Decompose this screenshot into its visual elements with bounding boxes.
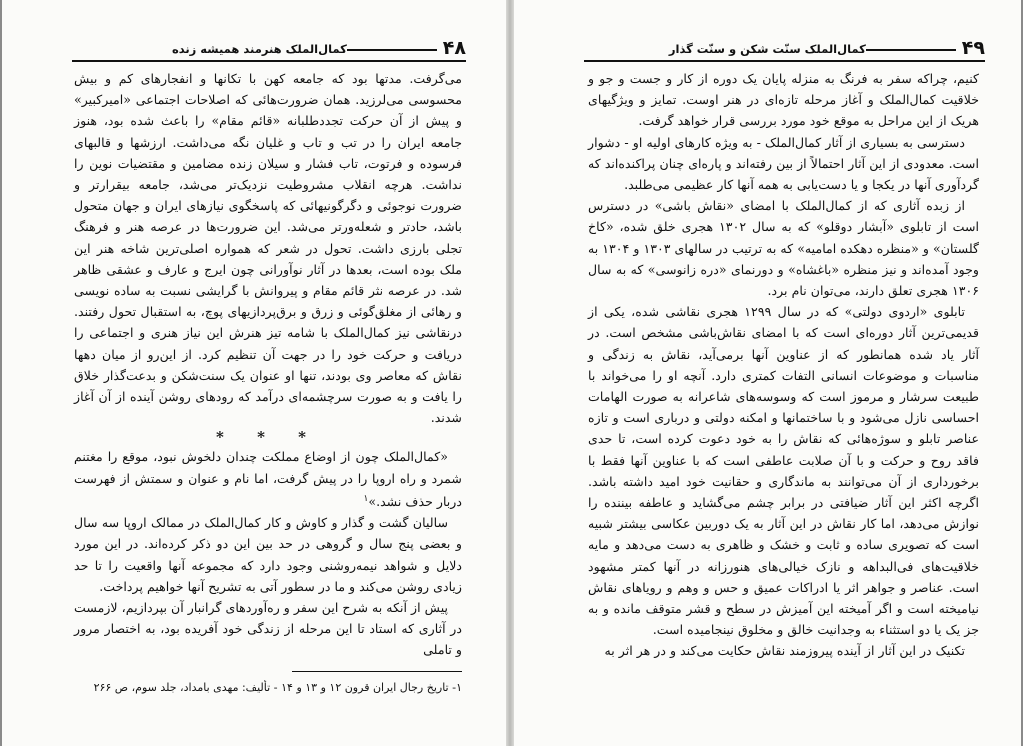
running-head [584,30,985,58]
paragraph: می‌گرفت. مدتها بود که جامعه کهن با تکانها و انفجارهای کم و بیش محسوسی می‌لرزید. همان ضرورت‌هائی که اصلاحات اجتماعی «امیرکبیر» و پیش از آن حرکت تجددطلبانه «قائم مقام» را باعث شده بود، هنوز جامعه ایران را در تب و تاب و غلیان نگه می‌داشت. ارزشها و قالبهای فرسوده و فرتوت، تاب فشار و سیلان زنده مضامین و مقتضیات نوین را نداشت. هرچه انقلاب مشروطیت نزدیک‌تر می‌شد، جامعه بیقرارتر و ضرورت نوجوئی و دگرگونیهائی که پاسخگوی نیازهای ایران و جهان متحول باشد، حادتر و شعله‌ورتر می‌شد. این ضرورت‌ها در عرصه هنر و فرهنگ تجلی بارزی داشت. تحول در شعر که همواره اصلی‌ترین شاخه هنر این ملک بوده است، بعدها در آثار نوآورانی چون ایرج و عارف و عشقی ظاهر شد. در عرصه نثر قائم مقام و پیروانش با گرایشی نسبت به ساده نویسی و رهائی از مغلق‌گوئی و زرق و برق‌پردازیهای پوچ، به استقبال تحول رفتند. درنقاشی نیز کمال‌الملک با شامه تیز هنرش این نیاز هنری و اجتماعی را دریافت و حرکت خود را در جهت آن تنظیم کرد. از این‌رو از میان دهها نقاش که معاصر وی بودند، تنها او عنوان یک سنت‌شکن و بدعت‌گذار خلاق را یافت و به صورت سرچشمه‌ای درآمد که رودهای روشن آینده از آن آغاز شدند. [74,71,462,426]
running-head [72,30,466,58]
paragraph: تابلوی «اردوی دولتی» که در سال ۱۲۹۹ هجری نقاشی شده، یکی از قدیمی‌ترین آثار دوره‌ای است که با امضای نقاش‌باشی مشخص است. در آثار یاد شده همانطور که از عناوین آنها برمی‌آید، نقاش به زندگی و مناسبات و موضوعات انسانی التفات کمتری دارد. آنچه او را می‌خواند با طبیعت سرشار و مرموز است که وسوسه‌های شاعرانه به صورت الهامات احساسی نازل می‌شود و با ساختمانها و امکنه دولتی و درباری است و تازه عناصر تابلو و سوژه‌هائی که نقاش را به خود دعوت کرده است، تا حدی فاقد روح و حرکت و با آن صلابت عاطفی است که با عناوین آنها فقط با برخورداری از آن می‌توانند به ماندگاری و حقانیت خود امید داشته باشد. اگرچه اکثر این آثار ضیافتی در برابر چشم می‌گشاید و عاطفه بیننده را نوازش می‌دهد، اما کار نقاش در این آثار به یک دوربین عکاسی بیشتر شبیه است که تصویری ساده و ثابت و خشک و ظاهری به دست می‌دهد و مایه خلاقیت‌های فی‌البداهه و نازک خیالی‌های هنورزانه در آنها کمتر مشهود است. عناصر و جواهر اثر یا ادراکات عمیق و حس و وهم و رویاهای نقاش نیامیخته است و اگر آمیخته این آمیزش در سطح و قشر متوقف مانده و به جز یک یا دو استثناء به وجدانیت خالق و مخلوق نینجامیده است. [588,304,979,638]
page-number: ۴۸ [442,37,466,59]
running-title: کمال‌الملک هنرمند همیشه زنده [171,42,347,56]
paragraph: تکنیک در این آثار از آینده پیروزمند نقاش حکایت می‌کند و در هر اثر به [604,643,965,659]
book-gutter [506,0,514,746]
paragraph: از زبده آثاری که از کمال‌الملک با امضای «نقاش باشی» در دسترس است از تابلوی «آبشار دوقلو» که به سال ۱۳۰۲ هجری خلق شده، «کاخ گلستان» و «منظره دهکده امامیه» که به ترتیب در سالهای ۱۳۰۳ و ۱۳۰۴ به وجود آمده‌اند و نیز منظره «باغشاه» و دورنمای «دره زانوسی» که به سال ۱۳۰۶ هجری تعلق دارند، می‌توان نام برد. [588,198,979,299]
header-dash [866,49,956,51]
running-title: کمال‌الملک سنّت شکن و سنّت گذار [668,42,866,56]
footnote-marker: ۱ [363,493,369,504]
header-rule [72,60,466,62]
quote-paragraph [74,446,462,512]
paragraph: دسترسی به بسیاری از آثار کمال‌الملک - به ویژه کارهای اولیه او - دشوار است. معدودی از این آثار احتمالاً از بین رفته‌اند و پاره‌ای چنان پراکنده‌اند که گردآوری آنها در یکجا و یا دست‌یابی به همه آنها کار عظیمی می‌طلبد. [588,134,979,193]
paragraph: کنیم، چراکه سفر به فرنگ به منزله پایان یک دوره از کار و جست و جو و خلاقیت کمال‌الملک و آغاز مرحله تازه‌ای در هنر اوست. تمایز و ویژگیهای هریک از این مراحل به موقع خود مورد بررسی قرار خواهد گرفت. [588,71,979,129]
page-body [588,68,979,662]
paragraph: سالیان گشت و گذار و کاوش و کار کمال‌الملک در ممالک اروپا سه سال و بعضی پنج سال و گروهی در حد بین این دو ذکر کرده‌اند. در این مورد دلایل و شواهد نیمه‌روشنی وجود دارد که مجموعه آنها واقعیت را تا حد زیادی روشن می‌کند و ما در سطور آتی به تشریح آنها خواهیم پرداخت. [74,515,462,594]
header-rule [584,60,985,62]
page-48 [2,0,506,746]
section-separator: * * * [216,428,320,447]
footnote-rule [292,671,462,672]
footnote: ۱- تاریخ رجال ایران قرون ۱۲ و ۱۳ و ۱۴ - تألیف: مهدی بامداد، جلد سوم، ص ۲۶۶ [93,681,462,694]
page-49 [514,0,1021,746]
page-body [74,68,462,661]
quote-text: «کمال‌الملک چون از اوضاع مملکت چندان دلخوش نبود، موقع را مغتنم شمرد و راه اروپا را در پیش گرفت، اما نام و عنوان و سمتش از فهرست دربار حذف نشد.» [74,449,462,510]
page-number: ۴۹ [961,37,985,59]
header-dash [347,49,437,51]
paragraph: پیش از آنکه به شرح این سفر و ره‌آوردهای گرانبار آن بپردازیم، لازمست در آثاری که استاد تا این مرحله از زندگی خود آفریده بود، به اختصار مرور و تاملی [74,600,462,658]
